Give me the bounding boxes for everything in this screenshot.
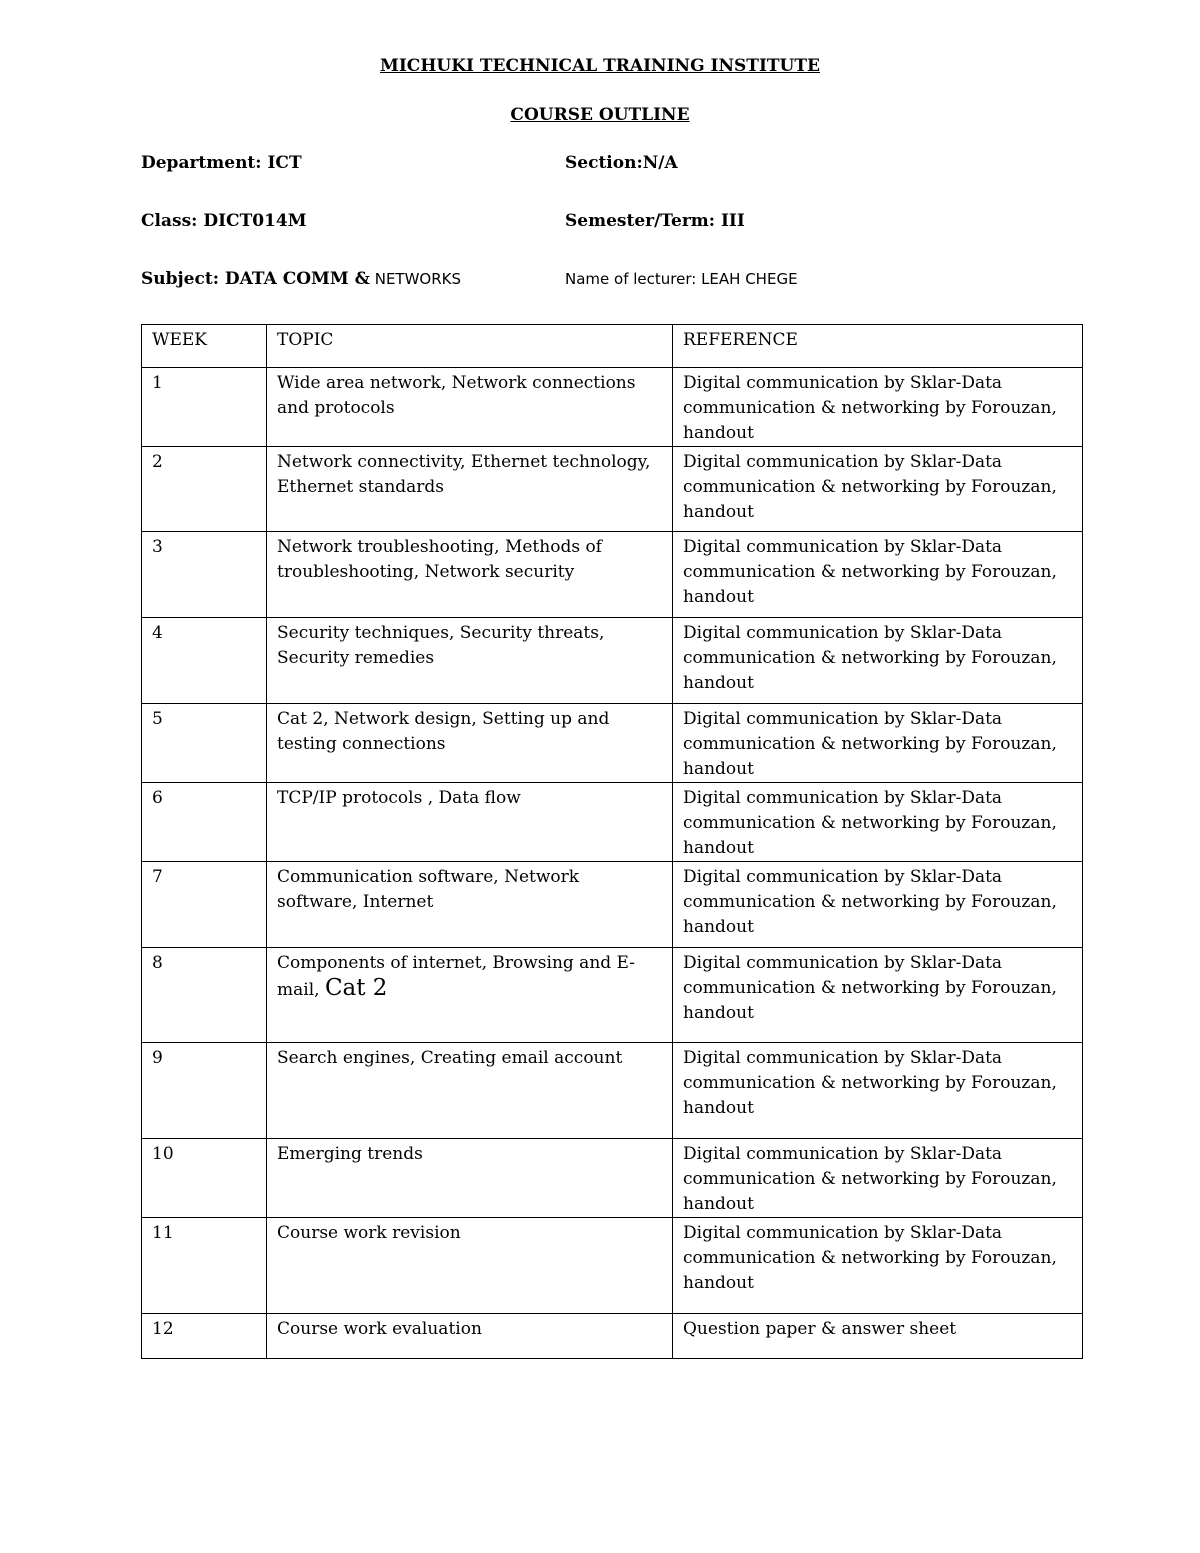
- subject-bold-text: Subject: DATA COMM &: [141, 269, 370, 289]
- table-row: [142, 704, 1083, 783]
- topic-cell: Cat 2, Network design, Setting up and testing connections: [267, 704, 673, 783]
- table-row: [142, 1043, 1083, 1139]
- week-cell: 10: [142, 1139, 267, 1218]
- header-week: WEEK: [142, 325, 267, 368]
- course-outline-table: [141, 324, 1083, 1359]
- table-row: [142, 783, 1083, 862]
- week-cell: 11: [142, 1218, 267, 1314]
- table-row: [142, 618, 1083, 704]
- document-title: COURSE OUTLINE: [510, 105, 690, 125]
- class-label: Class: DICT014M: [141, 211, 307, 231]
- week-cell: 4: [142, 618, 267, 704]
- table-row: [142, 948, 1083, 1043]
- reference-cell: Digital communication by Sklar-Data communication & networking by Forouzan, handout: [673, 862, 1083, 948]
- topic-cell: TCP/IP protocols , Data flow: [267, 783, 673, 862]
- table-row: [142, 1139, 1083, 1218]
- reference-cell: Digital communication by Sklar-Data communication & networking by Forouzan, handout: [673, 447, 1083, 532]
- subject-rest-text: NETWORKS: [369, 270, 462, 288]
- week-cell: 6: [142, 783, 267, 862]
- department-label: Department: ICT: [141, 153, 302, 173]
- section-label: Section:N/A: [565, 153, 678, 173]
- topic-cell: [267, 948, 673, 1043]
- table-row: [142, 368, 1083, 447]
- week-cell: 8: [142, 948, 267, 1043]
- topic-cell: Wide area network, Network connections and protocols: [267, 368, 673, 447]
- reference-cell: Digital communication by Sklar-Data communication & networking by Forouzan, handout: [673, 532, 1083, 618]
- topic-cell: Communication software, Network software, Internet: [267, 862, 673, 948]
- reference-cell: Digital communication by Sklar-Data communication & networking by Forouzan, handout: [673, 704, 1083, 783]
- topic-cell: Search engines, Creating email account: [267, 1043, 673, 1139]
- topic-cell: Network connectivity, Ethernet technology, Ethernet standards: [267, 447, 673, 532]
- table-row: [142, 1218, 1083, 1314]
- subject-label: [141, 269, 461, 289]
- week-cell: 1: [142, 368, 267, 447]
- week-cell: 2: [142, 447, 267, 532]
- table-row: [142, 447, 1083, 532]
- week-cell: 3: [142, 532, 267, 618]
- header-topic: TOPIC: [267, 325, 673, 368]
- table-row: [142, 862, 1083, 948]
- week-cell: 9: [142, 1043, 267, 1139]
- reference-cell: Digital communication by Sklar-Data communication & networking by Forouzan, handout: [673, 948, 1083, 1043]
- reference-cell: Digital communication by Sklar-Data communication & networking by Forouzan, handout: [673, 368, 1083, 447]
- table-header-row: [142, 325, 1083, 368]
- week-cell: 5: [142, 704, 267, 783]
- reference-cell: Digital communication by Sklar-Data communication & networking by Forouzan, handout: [673, 1139, 1083, 1218]
- topic-cell: Course work revision: [267, 1218, 673, 1314]
- reference-cell: Digital communication by Sklar-Data communication & networking by Forouzan, handout: [673, 1218, 1083, 1314]
- week-cell: 12: [142, 1314, 267, 1359]
- reference-cell: Digital communication by Sklar-Data communication & networking by Forouzan, handout: [673, 1043, 1083, 1139]
- topic-cell: Course work evaluation: [267, 1314, 673, 1359]
- topic-cat-text: Cat 2: [324, 975, 388, 1001]
- topic-cell: Emerging trends: [267, 1139, 673, 1218]
- institution-title: MICHUKI TECHNICAL TRAINING INSTITUTE: [380, 56, 820, 76]
- week-cell: 7: [142, 862, 267, 948]
- topic-text: Components of internet, Browsing and E-mail,: [277, 953, 636, 1000]
- topic-cell: Security techniques, Security threats, Security remedies: [267, 618, 673, 704]
- reference-cell: Digital communication by Sklar-Data communication & networking by Forouzan, handout: [673, 618, 1083, 704]
- lecturer-label: Name of lecturer: LEAH CHEGE: [565, 270, 798, 288]
- reference-cell: Question paper & answer sheet: [673, 1314, 1083, 1359]
- reference-cell: Digital communication by Sklar-Data communication & networking by Forouzan, handout: [673, 783, 1083, 862]
- table-row: [142, 532, 1083, 618]
- header-reference: REFERENCE: [673, 325, 1083, 368]
- table-row: [142, 1314, 1083, 1359]
- semester-label: Semester/Term: III: [565, 211, 745, 231]
- topic-cell: Network troubleshooting, Methods of troubleshooting, Network security: [267, 532, 673, 618]
